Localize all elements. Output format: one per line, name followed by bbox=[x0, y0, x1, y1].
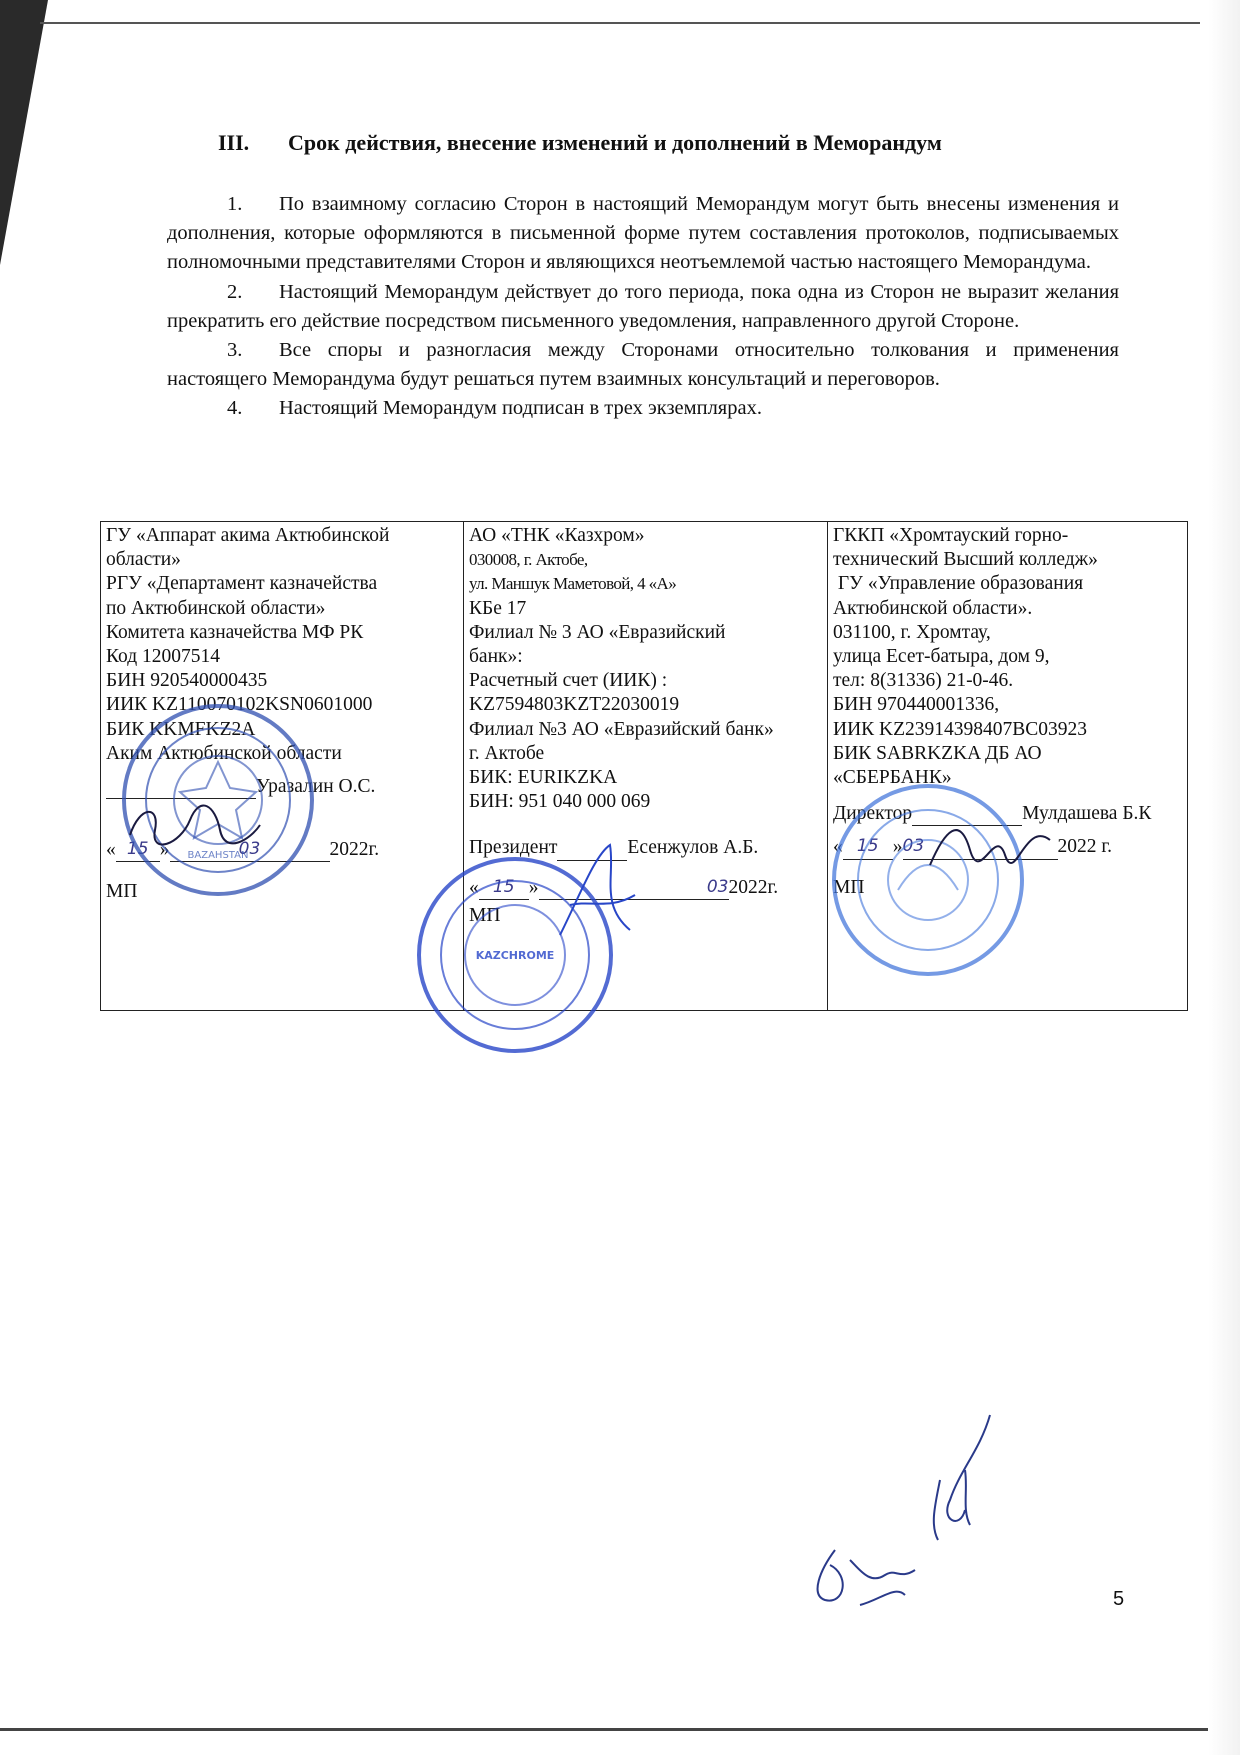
party-akimat bbox=[101, 522, 464, 1011]
party-line: ГУ «Управление образования bbox=[833, 573, 1084, 595]
party-line: «СБЕРБАНК» bbox=[833, 767, 952, 789]
party-line: Филиал № 3 АО «Евразийский bbox=[469, 621, 726, 643]
memorandum-clauses bbox=[167, 190, 1119, 424]
party-line: ИИК KZ23914398407BC03923 bbox=[833, 718, 1088, 740]
mp-label: МП bbox=[469, 904, 501, 926]
party-line: РГУ «Департамент казначейства bbox=[106, 573, 378, 595]
party-line: БИК KKMFKZ2A bbox=[106, 718, 256, 740]
date-quote-open: « bbox=[833, 836, 843, 858]
page-number: 5 bbox=[1113, 1588, 1125, 1610]
date-quote-close: » bbox=[528, 876, 539, 898]
scan-edge-right bbox=[1208, 0, 1240, 1755]
clause-number: 1. bbox=[227, 193, 243, 215]
signature-line bbox=[106, 775, 458, 799]
scan-edge-top bbox=[40, 22, 1200, 24]
date-day: 15 bbox=[479, 875, 529, 900]
date-month: 03 bbox=[539, 875, 729, 900]
mp-label: МП bbox=[106, 881, 138, 903]
date-line bbox=[106, 837, 458, 862]
signer-title: Директор bbox=[833, 803, 913, 825]
clause-paragraph bbox=[167, 190, 1119, 278]
date-year: 2022г. bbox=[728, 876, 779, 898]
party-line: БИН: 951 040 000 069 bbox=[469, 791, 651, 813]
party-line: ул. Маншук Маметовой, 4 «А» bbox=[469, 574, 677, 594]
section-heading bbox=[218, 130, 1118, 156]
clause-number: 2. bbox=[227, 280, 243, 303]
party-line: 031100, г. Хромтау, bbox=[833, 621, 991, 643]
stamp-center-text: KAZCHROME bbox=[475, 949, 555, 962]
date-quote-open: « bbox=[106, 839, 116, 861]
date-line bbox=[833, 834, 1182, 859]
party-line: Расчетный счет (ИИК) : bbox=[469, 670, 668, 692]
date-day: 15 bbox=[843, 834, 893, 859]
party-line: БИН 920540000435 bbox=[106, 670, 268, 692]
party-line: БИН 970440001336, bbox=[833, 694, 1000, 716]
party-line: тел: 8(31336) 21-0-46. bbox=[833, 670, 1014, 692]
date-line bbox=[469, 875, 822, 900]
party-line: ГККП «Хромтауский горно- bbox=[833, 525, 1069, 546]
scan-shadow-corner bbox=[0, 0, 48, 265]
signer-name: Мулдашева Б.К bbox=[1022, 803, 1152, 825]
clause-text: По взаимному согласию Сторон в настоящий Меморандум могут быть внесены изменения и дополнения, которые оформляются в письменной форме путем составления протоколов, подписываемых полномочными представителями Сторон и являющихся неотъемлемой частью настоящего Меморандума. bbox=[167, 193, 1119, 274]
date-day: 15 bbox=[116, 837, 160, 862]
clause-number: 4. bbox=[227, 397, 243, 420]
clause-text: Настоящий Меморандум действует до того периода, пока одна из Сторон не выразит желания прекратить его действие посредством письменного уведомления, направленного другой Стороне. bbox=[167, 280, 1119, 332]
scan-edge-bottom bbox=[0, 1728, 1240, 1731]
clause-paragraph bbox=[167, 278, 1119, 336]
party-line: ИИК KZ110070102KSN0601000 bbox=[106, 694, 373, 716]
party-line: технический Высший колледж» bbox=[833, 549, 1098, 571]
party-college bbox=[828, 522, 1188, 1011]
section-title: Срок действия, внесение изменений и дополнений в Меморандум bbox=[288, 130, 942, 155]
stamp-center-text: BAZAHSTAN bbox=[187, 850, 249, 861]
date-year: 2022г. bbox=[329, 839, 380, 861]
party-line: улица Есет-батыра, дом 9, bbox=[833, 646, 1050, 668]
clause-paragraph bbox=[167, 336, 1119, 394]
party-line: по Актюбинской области» bbox=[106, 597, 326, 619]
signer-name: Уразалин О.С. bbox=[256, 776, 376, 798]
party-line: КБе 17 bbox=[469, 597, 527, 619]
mp-label: МП bbox=[833, 876, 865, 898]
party-line: ГУ «Аппарат акима Актюбинской bbox=[106, 525, 390, 546]
clause-text: Все споры и разногласия между Сторонами относительно толкования и применения настоящего Меморандума будут решаться путем взаимных консультаций и переговоров. bbox=[167, 339, 1119, 391]
party-line: г. Актобе bbox=[469, 742, 545, 764]
section-number: III. bbox=[218, 130, 250, 155]
date-year: 2022 г. bbox=[1057, 836, 1113, 858]
clause-text: Настоящий Меморандум подписан в трех экземплярах. bbox=[279, 397, 762, 420]
party-line: Код 12007514 bbox=[106, 646, 221, 668]
party-line: АО «ТНК «Казхром» bbox=[469, 525, 645, 546]
party-line: 030008, г. Актобе, bbox=[469, 550, 588, 570]
party-line: KZ7594803KZT22030019 bbox=[469, 694, 680, 716]
clause-number: 3. bbox=[227, 339, 243, 362]
signatures-table bbox=[100, 521, 1188, 1011]
clause-paragraph bbox=[167, 394, 1119, 423]
date-quote-close: » bbox=[892, 836, 903, 858]
table-row bbox=[101, 522, 1188, 1011]
party-line: Комитета казначейства МФ РК bbox=[106, 621, 364, 643]
date-quote-open: « bbox=[469, 876, 479, 898]
party-line: банк»: bbox=[469, 646, 523, 668]
page-initials-icon bbox=[790, 1410, 1020, 1610]
party-line: Аким Актюбинской области bbox=[106, 742, 342, 764]
signer-name: Есенжулов А.Б. bbox=[627, 837, 759, 859]
date-month: 03 bbox=[903, 834, 1058, 859]
signature-line bbox=[469, 836, 822, 860]
party-line: БИК SABRKZKA ДБ АО bbox=[833, 742, 1042, 764]
party-line: области» bbox=[106, 549, 181, 571]
party-line: БИК: EURIKZKA bbox=[469, 767, 618, 789]
date-month: 03 bbox=[170, 837, 330, 862]
date-quote-close: » bbox=[159, 839, 170, 861]
signer-title: Президент bbox=[469, 837, 558, 859]
party-line: Актюбинской области». bbox=[833, 597, 1033, 619]
party-kazchrome bbox=[464, 522, 828, 1011]
signature-line bbox=[833, 802, 1182, 826]
party-line: Филиал №3 АО «Евразийский банк» bbox=[469, 718, 774, 740]
